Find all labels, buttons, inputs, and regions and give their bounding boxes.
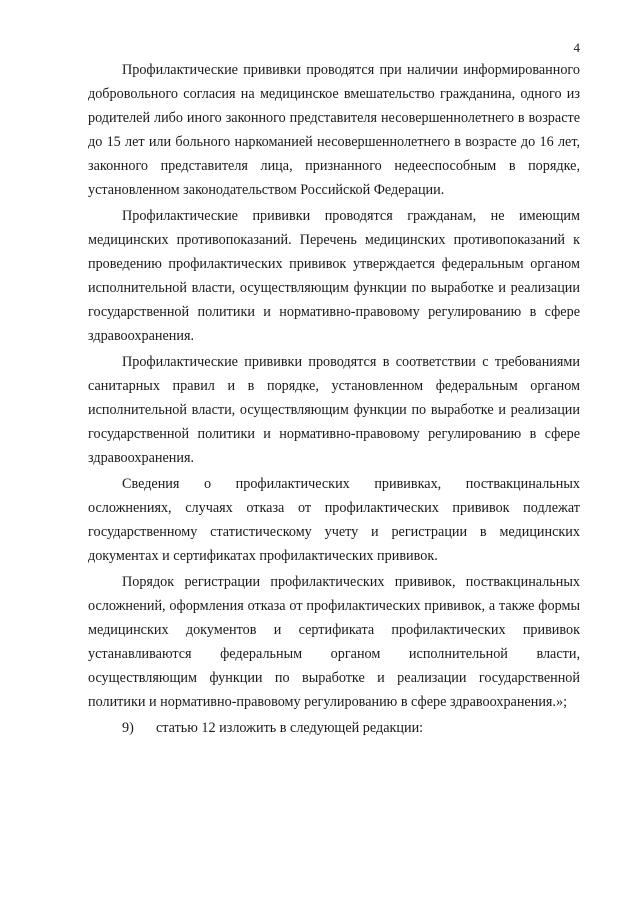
paragraph-registration-procedure: Порядок регистрации профилактических прививок, поствакцинальных осложнений, оформления отказа от профилактических прививок, а также формы медицинских документов и сертификата профилактических прививок устанавливаются федеральным органом исполнительной власти, осуществляющим функции по выработке и реализации государственной политики и нормативно-правовому регулированию в сфере здравоохранения.»; xyxy=(88,574,580,710)
document-body xyxy=(88,58,580,740)
list-marker: 9) xyxy=(122,720,134,736)
paragraph-sanitary-rules: Профилактические прививки проводятся в соответствии с требованиями санитарных правил и в порядке, установленном федеральным органом исполнительной власти, осуществляющим функции по выработке и реализации государственной политики и нормативно-правовому регулированию в сфере здравоохранения. xyxy=(88,354,580,466)
page-number: 4 xyxy=(573,40,580,55)
paragraph-contraindications: Профилактические прививки проводятся гражданам, не имеющим медицинских противопоказаний. Перечень медицинских противопоказаний к проведению профилактических прививок утверждается федеральным органом исполнительной власти, осуществляющим функции по выработке и реализации государственной политики и нормативно-правовому регулированию в сфере здравоохранения. xyxy=(88,208,580,344)
paragraph-informed-consent: Профилактические прививки проводятся при наличии информированного добровольного согласия на медицинское вмешательство гражданина, одного из родителей либо иного законного представителя несовершеннолетнего в возрасте до 15 лет или больного наркоманией несовершеннолетнего в возрасте до 16 лет, законного представителя лица, признанного недееспособным в порядке, установленном законодательством Российской Федерации. xyxy=(88,62,580,198)
paragraph-statistics-registration: Сведения о профилактических прививках, поствакцинальных осложнениях, случаях отказа от профилактических прививок подлежат государственному статистическому учету и регистрации в медицинских документах и сертификатах профилактических прививок. xyxy=(88,476,580,564)
amendment-item-9 xyxy=(88,716,580,740)
list-item-text: статью 12 изложить в следующей редакции: xyxy=(156,720,424,736)
